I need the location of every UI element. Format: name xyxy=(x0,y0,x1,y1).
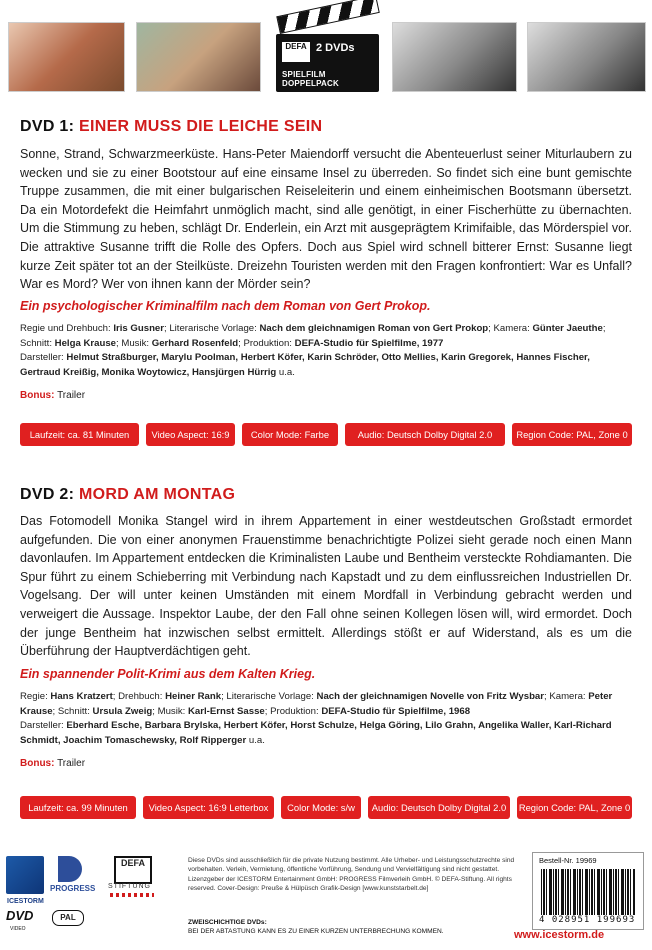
credit-cast: Eberhard Esche, Barbara Brylska, Herbert Köfer, Horst Schulze, Helga Göring, Lilo Grahn, Angelika Waller, Karl-Richard Schmidt, Joachim Tomaschewsky, Rolf Ripperger xyxy=(20,720,612,747)
order-number: Bestell-Nr. 19969 xyxy=(539,856,597,865)
credit-source: Nach der gleichnamigen Novelle von Fritz Wysbar xyxy=(316,691,544,702)
cover-photo-strip xyxy=(0,0,652,105)
credit-music: Gerhard Rosenfeld xyxy=(151,337,239,349)
credit-cut: Ursula Zweig xyxy=(92,705,153,717)
ean-number: 4 028951 199693 xyxy=(539,915,636,925)
dvd2-spec-bar xyxy=(20,796,632,819)
clapper-pack-label: SPIELFILM DOPPELPACK xyxy=(282,70,339,88)
bonus-value: Trailer xyxy=(57,758,86,769)
progress-logo xyxy=(50,856,102,893)
dvd2-synopsis: Das Fotomodell Monika Stangel wird in ihrem Appartement in einer westdeutschen Großstadt ermordet aufgefunden. Die von einer anonymen Frauenstimme benachrichtigte Polizei sieht gerade noch einen Mann davonlaufen. Im Appartement entdecken die Kriminalisten Laube und Bentheim versteckte Rohdiamanten. Die Spur führt zu einem Schieberring mit Verbindung nach Kapstadt und zu dem einflussreichen Industriellen Dr. Vogelsang. Der will unter keinen Umständen mit einem Mordfall in Verbindung gebracht werden und verweigert die Aussage. Inspektor Laube, der den Fall ohne seinen Kollegen lösen will, wird ermordet. Doch der junge Bentheim hat inzwischen selbst ermittelt. Allerdings stößt er auf Widerstand, als es um die Überführung der Hauptverdächtigen geht. xyxy=(20,514,632,659)
credit-label: ; Schnitt: xyxy=(52,705,90,717)
credit-camera: Peter Krause xyxy=(20,691,613,717)
icestorm-logo-text: ICESTORM xyxy=(7,898,44,905)
credit-label: ; Drehbuch: xyxy=(112,691,163,702)
credit-label: ; Musik: xyxy=(152,705,186,717)
credit-label: ; Kamera: xyxy=(488,323,530,334)
bonus-value: Trailer xyxy=(57,390,86,401)
credit-cut: Helga Krause xyxy=(54,337,116,349)
credit-director: Hans Kratzert xyxy=(50,691,113,702)
spec-color-mode: Color Mode: s/w xyxy=(281,796,361,819)
dvd2-heading xyxy=(20,486,235,504)
bonus-label: Bonus: xyxy=(20,758,55,769)
credit-cast-suffix: u.a. xyxy=(248,735,265,747)
credit-production: DEFA-Studio für Spielfilme, 1968 xyxy=(321,705,471,717)
dvd1-tagline: Ein psychologischer Kriminalfilm nach dem Roman von Gert Prokop. xyxy=(20,299,431,313)
credit-cast: Helmut Straßburger, Marylu Poolman, Herbert Köfer, Karin Schröder, Otto Mellies, Karin Gregorek, Hannes Fischer, Gertraud Kreißig, Monika Woytowicz, Hansjürgen Hürrig xyxy=(20,352,590,379)
credit-label: ; Musik: xyxy=(116,337,150,349)
clapper-count-label: 2 DVDs xyxy=(316,42,355,54)
film-still-4 xyxy=(527,22,646,92)
dual-layer-text: BEI DER ABTASTUNG KANN ES ZU EINER KURZEN UNTERBRECHUNG KOMMEN. xyxy=(188,928,444,935)
credit-label: Darsteller: xyxy=(20,720,64,732)
credit-music: Karl-Ernst Sasse xyxy=(187,705,265,717)
website-link[interactable]: www.icestorm.de xyxy=(514,929,605,941)
legal-notice: Diese DVDs sind ausschließlich für die private Nutzung bestimmt. Alle Urheber- und Leistungsschutzrechte sind vorbehalten. Verleih, Vermietung, öffentliche Vorführung, Sendung und Vervielfältigung sind nicht gestattet. Lizenzgeber der ICESTORM Entertainment GmbH: PROGRESS Filmverleih GmbH. © DEFA-Stiftung. All rights reserved. Cover-Design: Preuße & Hülpüsch Grafik-Design [www.kunststarbelt.de] xyxy=(188,857,515,892)
credit-label: Regie: xyxy=(20,691,48,702)
credit-cast-suffix: u.a. xyxy=(278,367,295,379)
spec-color-mode: Color Mode: Farbe xyxy=(242,423,338,446)
defa-stiftung-logo xyxy=(108,856,158,896)
barcode-box xyxy=(532,852,644,930)
film-still-2 xyxy=(136,22,261,92)
dvd2-bonus xyxy=(20,758,85,769)
progress-logo-text: PROGRESS xyxy=(50,884,96,893)
credit-label: ; Literarische Vorlage: xyxy=(221,691,314,702)
pal-logo: PAL xyxy=(52,910,84,926)
bonus-label: Bonus: xyxy=(20,390,55,401)
credit-source: Nach dem gleichnamigen Roman von Gert Prokop xyxy=(259,323,489,334)
dvd2-credits xyxy=(20,690,632,749)
dvd1-prefix: DVD 1: xyxy=(20,118,75,135)
dvd1-spec-bar xyxy=(20,423,632,446)
icestorm-logo xyxy=(6,856,44,905)
spec-video-aspect: Video Aspect: 16:9 Letterbox xyxy=(143,796,274,819)
clapper-stick xyxy=(276,0,380,34)
credit-label: ; Produktion: xyxy=(264,705,319,717)
credit-director: Iris Gusner xyxy=(113,323,164,334)
footer xyxy=(0,840,652,950)
credit-label: Darsteller: xyxy=(20,352,64,364)
dvd1-title: EINER MUSS DIE LEICHE SEIN xyxy=(79,118,323,135)
credit-label: ; Kamera: xyxy=(544,691,586,702)
clapperboard-logo xyxy=(276,12,379,94)
dvd-video-sub: VIDEO xyxy=(10,926,26,932)
dvd2-title: MORD AM MONTAG xyxy=(79,486,236,503)
dvd1-heading xyxy=(20,118,322,136)
credit-production: DEFA-Studio für Spielfilme, 1977 xyxy=(294,337,444,349)
dvd1-synopsis: Sonne, Strand, Schwarzmeerküste. Hans-Peter Maiendorff versucht die Abenteuerlust seiner Miturlaubern zu wecken und sie zu einer Bootstour auf eine einsame Insel zu überreden. So findet sich eine bunt gemischte Truppe zusammen, die mit einer bulgarischen Reiseleiterin und einem einheimischen Bootsmann übersetzt. Da ein Motordefekt die Heimfahrt unmöglich macht, sind alle genötigt, in einer Fischerhütte zu übernachten. Um die Stimmung zu heben, schlägt Dr. Enderlein, ein Arzt mit ausgeprägtem Krimifaible, das Mörderspiel vor. Die attraktive Susanne trifft die Rolle des Opfers. Doch aus Spiel wird schnell bitterer Ernst: Susanne liegt kurze Zeit später tot an der Steilküste. Dreizehn Touristen werden mit den Fragen konfrontiert: War es Unfall? War es Mord? Wer von ihnen kann der Mörder sein? xyxy=(20,147,632,292)
defa-logo-dots xyxy=(110,893,154,897)
spec-runtime: Laufzeit: ca. 99 Minuten xyxy=(20,796,136,819)
film-still-3 xyxy=(392,22,517,92)
spec-region: Region Code: PAL, Zone 0 xyxy=(512,423,632,446)
defa-logo-box: DEFA xyxy=(114,856,152,884)
clapper-defa-label: DEFA xyxy=(282,42,310,62)
spec-region: Region Code: PAL, Zone 0 xyxy=(517,796,632,819)
dvd1-bonus xyxy=(20,390,85,401)
spec-audio: Audio: Deutsch Dolby Digital 2.0 xyxy=(345,423,505,446)
spec-runtime: Laufzeit: ca. 81 Minuten xyxy=(20,423,139,446)
spec-video-aspect: Video Aspect: 16:9 xyxy=(146,423,235,446)
credit-label: Regie und Drehbuch: xyxy=(20,323,111,334)
barcode xyxy=(541,869,635,915)
dvd1-credits xyxy=(20,322,632,381)
spec-audio: Audio: Deutsch Dolby Digital 2.0 xyxy=(368,796,510,819)
credit-label: ; Schnitt: xyxy=(20,323,606,349)
progress-logo-mark xyxy=(58,856,82,882)
credit-label: ; Produktion: xyxy=(238,337,292,349)
film-still-1 xyxy=(8,22,125,92)
credit-script: Heiner Rank xyxy=(165,691,222,702)
dvd2-prefix: DVD 2: xyxy=(20,486,75,503)
stiftung-text: STIFTUNG xyxy=(108,883,151,890)
credit-label: ; Literarische Vorlage: xyxy=(164,323,257,334)
dual-layer-notice xyxy=(188,918,444,936)
credit-camera: Günter Jaeuthe xyxy=(532,323,603,334)
dual-layer-heading: ZWEISCHICHTIGE DVDs: xyxy=(188,919,267,926)
dvd-video-logo: DVD xyxy=(6,908,34,923)
dvd2-tagline: Ein spannender Polit-Krimi aus dem Kalten Krieg. xyxy=(20,667,316,681)
